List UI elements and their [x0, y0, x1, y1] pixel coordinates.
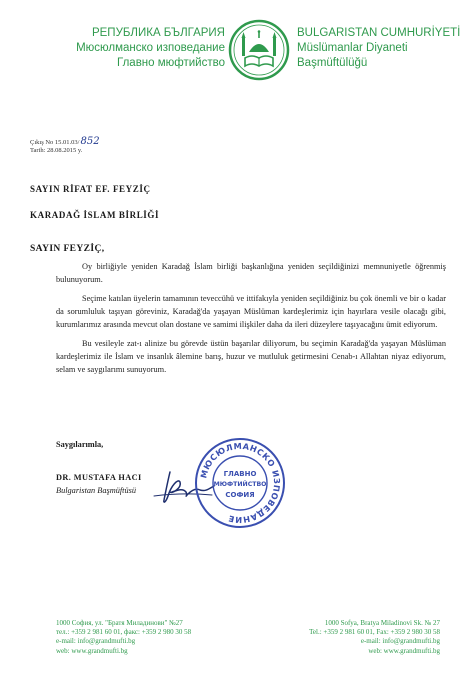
addressee-organization: KARADAĞ İSLAM BİRLİĞİ	[30, 210, 160, 220]
signatory-title: Bulgaristan Başmüftüsü	[56, 486, 136, 495]
reference-handwritten-number: 852	[80, 136, 100, 147]
letterhead-institution-tr: Müslümanlar Diyaneti	[297, 42, 408, 54]
official-seal-stamp	[193, 436, 287, 530]
signatory-name: DR. MUSTAFA HACI	[56, 473, 142, 482]
footer-address-bg	[56, 619, 191, 656]
reference-date: Tarih: 28.08.2015 y.	[30, 147, 83, 154]
footer-phone-tr: Tel.: +359 2 981 60 01, Fax: +359 2 980 30 58	[309, 628, 440, 637]
footer-street-bg: 1000 София, ул. "Братя Миладинови" №27	[56, 619, 183, 627]
body-paragraph: Seçime katılan üyelerin tamamının teveccühü ve ittifakıyla yeniden seçildiğiniz bu çok önemli ve bir o kadar da sorumluluk taşıyan göreviniz, Karadağ'da yaşayan Müslüman kardeşlerimiz için hayırlara vesile olacağı gibi, kurumlarımız arasında mevcut olan dostane ve samimi ilişkiler daha da ileri düzeylere taşıyacağını ümit ediyorum.	[56, 294, 446, 329]
footer-phone-bg: тел.: +359 2 981 60 01, факс: +359 2 980 30 58	[56, 628, 192, 637]
letterhead-office-tr: Başmüftülüğü	[297, 57, 368, 69]
reference-number-line	[30, 138, 100, 147]
addressee-block	[30, 176, 159, 228]
stamp-center-line1: ГЛАВНО	[223, 470, 257, 478]
mosque-book-emblem-icon	[227, 18, 291, 82]
letterhead-office-bg: Главно мюфтийство	[117, 57, 225, 69]
reference-number-label: Çıkış No 15.01.03/	[30, 139, 80, 146]
letterhead-left-block	[65, 26, 225, 71]
footer-street-tr: 1000 Sofya, Bratya Miladinovi Sk. № 27	[324, 619, 440, 627]
salutation: SAYIN FEYZİÇ,	[30, 244, 105, 254]
closing: Saygılarımla,	[56, 440, 104, 449]
body-paragraph: Oy birliğiyle yeniden Karadağ İslam birliği başkanlığına yeniden seçildiğinizi memnuniyetle öğrenmiş bulunuyorum.	[56, 262, 446, 284]
body-paragraph: Bu vesileyle zat-ı alinize bu görevde üstün başarılar diliyorum, bu seçimin Karadağ'da yaşayan Müslüman kardeşlerimiz ile İslam ve insanlık âlemine barış, huzur ve mutluluk getirmesini Cenab-ı Allahtan niyaz ediyorum, selam ve saygılarımı sunuyorum.	[56, 339, 446, 374]
letterhead-country-bg: РЕПУБЛИКА БЪЛГАРИЯ	[91, 27, 225, 39]
letterhead-institution-bg: Мюсюлманско изповедание	[76, 42, 225, 54]
reference-block	[30, 138, 100, 155]
footer-address-tr	[298, 619, 440, 656]
letterhead-right-block	[297, 26, 461, 71]
addressee-name: SAYIN RİFAT EF. FEYZİÇ	[30, 184, 151, 194]
letter-body	[56, 260, 446, 382]
letterhead-country-tr: BULGARISTAN CUMHURİYETİ	[297, 27, 461, 39]
stamp-center-line2: МЮФТИЙСТВО	[213, 481, 267, 488]
footer-web-bg: web: www.grandmufti.bg	[56, 646, 128, 655]
footer-email-bg: e-mail: info@grandmufti.bg	[56, 637, 136, 646]
footer-web-tr: web: www.grandmufti.bg	[368, 646, 440, 655]
stamp-ring-text: МЮСЮЛМАНСКО ИЗПОВЕДАНИЕ	[198, 440, 283, 526]
stamp-center-line3: СОФИЯ	[225, 491, 255, 499]
footer-email-tr: e-mail: info@grandmufti.bg	[360, 637, 440, 646]
